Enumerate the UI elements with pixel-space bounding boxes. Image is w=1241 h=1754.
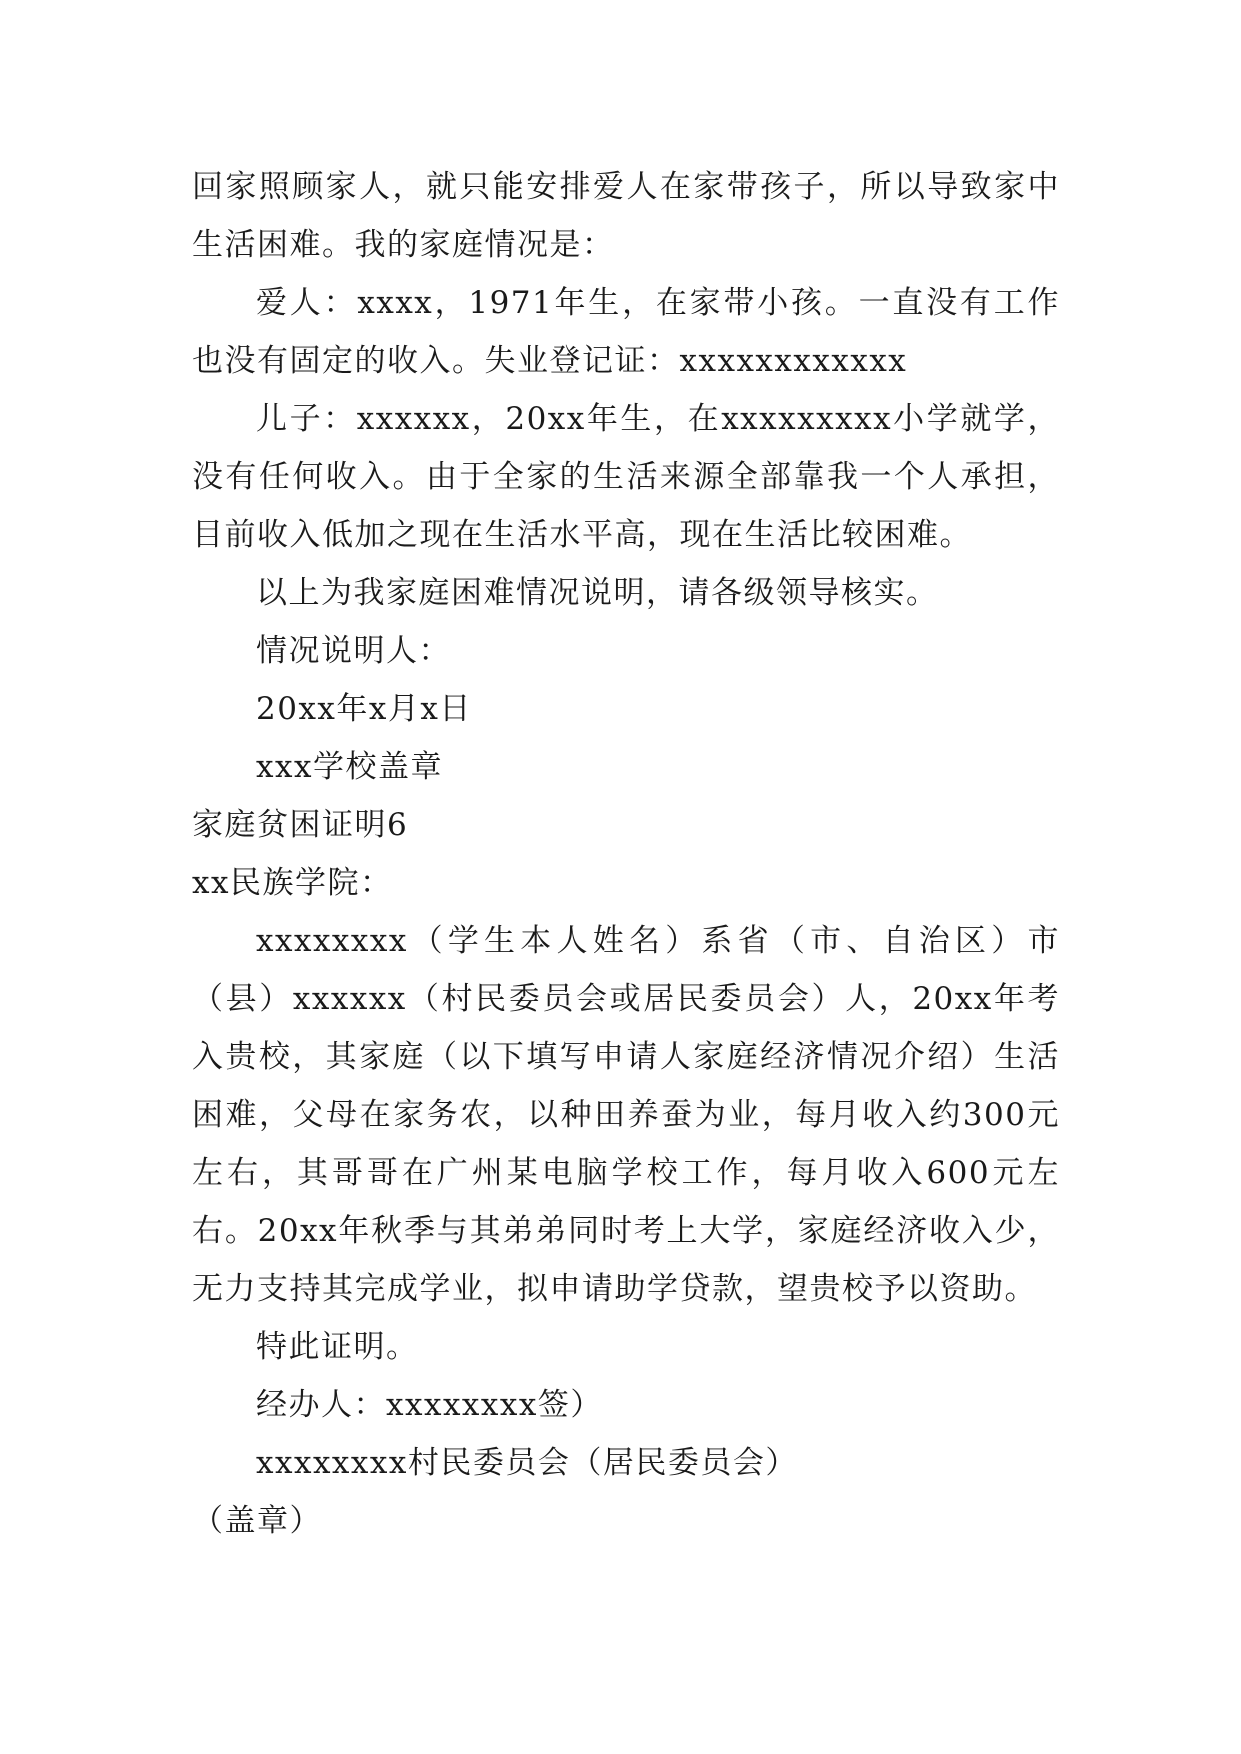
paragraph-certificate-body: xxxxxxxx（学生本人姓名）系省（市、自治区）市（县）xxxxxx（村民委员会或居民委员会）人，20xx年考入贵校，其家庭（以下填写申请人家庭经济情况介绍）生活困难，父母在家务农，以种田养蚕为业，每月收入约300元左右，其哥哥在广州某电脑学校工作，每月收入600元左右。20xx年秋季与其弟弟同时考上大学，家庭经济收入少，无力支持其完成学业，拟申请助学贷款，望贵校予以资助。: [192, 923, 1060, 1307]
paragraph-son-info: 儿子：xxxxxx，20xx年生，在xxxxxxxxx小学就学，没有任何收入。由于全家的生活来源全部靠我一个人承担，目前收入低加之现在生活水平高，现在生活比较困难。: [192, 401, 1060, 553]
paragraph-hereby-certify: 特此证明。: [256, 1329, 419, 1365]
salutation: xx民族学院：: [192, 865, 393, 901]
paragraph-seal-note: （盖章）: [192, 1503, 322, 1539]
paragraph-date: 20xx年x月x日: [256, 691, 472, 727]
paragraph-statement-author: 情况说明人：: [256, 633, 451, 669]
paragraph-spouse-info: 爱人：xxxx，1971年生，在家带小孩。一直没有工作也没有固定的收入。失业登记证：xxxxxxxxxxxx: [192, 285, 1060, 379]
paragraph-family-situation-intro: 回家照顾家人，就只能安排爱人在家带孩子，所以导致家中生活困难。我的家庭情况是：: [192, 169, 1060, 263]
section-title: 家庭贫困证明6: [192, 807, 409, 843]
paragraph-school-seal: xxx学校盖章: [256, 749, 443, 785]
paragraph-verification-request: 以上为我家庭困难情况说明，请各级领导核实。: [256, 575, 939, 611]
paragraph-handler-signature: 经办人：xxxxxxxx签）: [256, 1387, 603, 1423]
paragraph-committee-name: xxxxxxxx村民委员会（居民委员会）: [256, 1445, 798, 1481]
document-body: [192, 158, 1060, 1550]
